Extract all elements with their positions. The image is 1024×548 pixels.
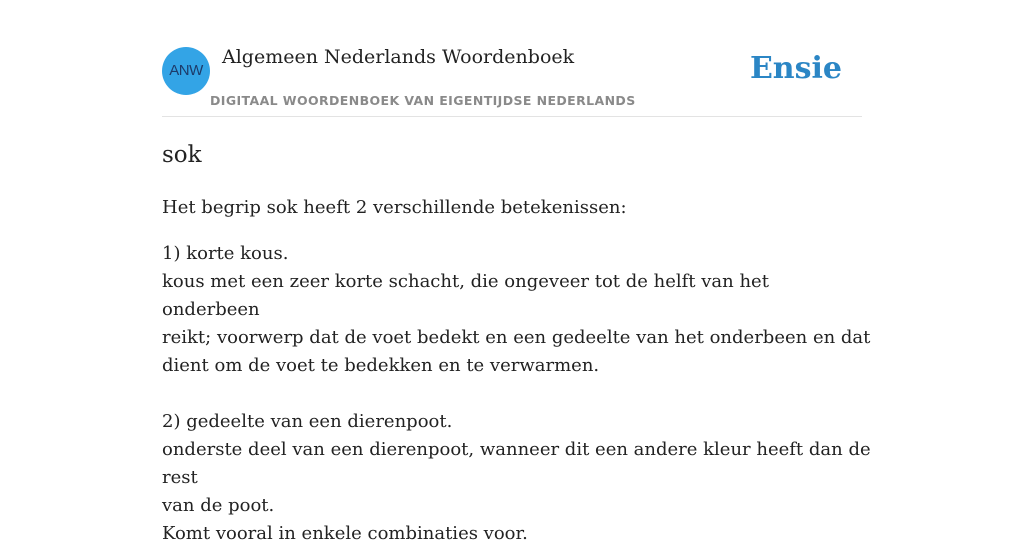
meaning-text-line: dient om de voet te bedekken en te verwarmen. xyxy=(162,355,600,376)
anw-logo[interactable]: ANW xyxy=(162,47,210,95)
entry-content xyxy=(162,140,872,548)
entry-word: sok xyxy=(162,142,202,168)
meaning-1 xyxy=(162,240,872,380)
meaning-text-line: reikt; voorwerp dat de voet bedekt en een gedeelte van het onderbeen en dat xyxy=(162,327,871,348)
site-title[interactable]: Algemeen Nederlands Woordenboek xyxy=(222,46,575,68)
ensie-brand-logo[interactable]: Ensie xyxy=(749,51,842,86)
meaning-heading: 2) gedeelte van een dierenpoot. xyxy=(162,411,453,432)
meaning-text-line: van de poot. xyxy=(162,495,275,516)
meaning-text-line: kous met een zeer korte schacht, die ongeveer tot de helft van het onderbeen xyxy=(162,271,769,320)
site-subtitle: DIGITAAL WOORDENBOEK VAN EIGENTIJDSE NEDERLANDS xyxy=(210,93,636,108)
site-header xyxy=(162,46,862,117)
meaning-heading: 1) korte kous. xyxy=(162,243,289,264)
meaning-2 xyxy=(162,408,872,548)
entry-intro: Het begrip sok heeft 2 verschillende betekenissen: xyxy=(162,197,627,218)
meaning-text-line: Komt vooral in enkele combinaties voor. xyxy=(162,523,528,544)
meaning-text-line: onderste deel van een dierenpoot, wanneer dit een andere kleur heeft dan de rest xyxy=(162,439,871,488)
